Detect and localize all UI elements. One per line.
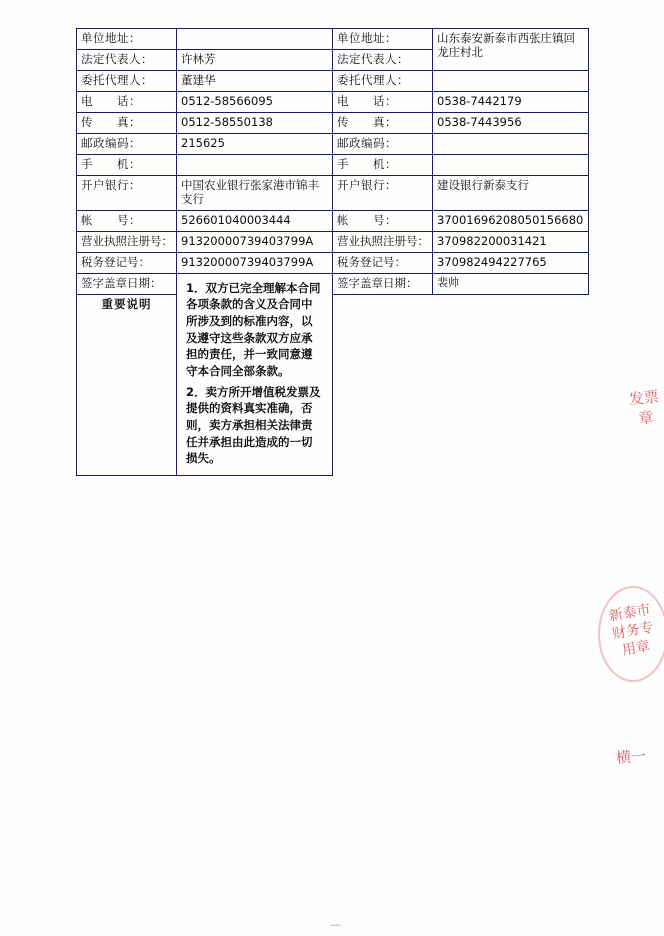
row-value-right: 建设银行新泰支行 bbox=[433, 176, 589, 211]
row-label-right: 签字盖章日期： bbox=[333, 273, 433, 294]
row-label-left: 营业执照注册号： bbox=[77, 231, 177, 252]
row-value-right bbox=[433, 155, 589, 176]
note-item-2: 2．卖方所开增值税发票及提供的资料真实准确，否则，卖方承担相关法律责任并承担由此造成的一切损失。 bbox=[186, 384, 321, 466]
table-row bbox=[77, 294, 589, 454]
row-label-left: 邮政编码： bbox=[77, 134, 177, 155]
row-label-right: 法定代表人： bbox=[333, 50, 433, 71]
row-label-right: 委托代理人： bbox=[333, 71, 433, 92]
note-item-1: 1．双方已完全理解本合同各项条款的含义及合同中所涉及到的标准内容，以及遵守这些条款双方应承担的责任，并一致同意遵守本合同全部条款。 bbox=[186, 280, 321, 379]
row-value-right: 山东泰安新泰市西张庄镇回龙庄村北 bbox=[433, 29, 589, 71]
row-label-left: 税务登记号： bbox=[77, 252, 177, 273]
row-value-right: 370982494227765 bbox=[433, 252, 589, 273]
table-row bbox=[77, 252, 589, 273]
important-note-label: 重要说明 bbox=[77, 294, 177, 475]
row-label-right: 邮政编码： bbox=[333, 134, 433, 155]
row-value-left: 91320000739403799A bbox=[177, 231, 333, 252]
row-label-left: 传 真： bbox=[77, 113, 177, 134]
row-label-left: 电 话： bbox=[77, 92, 177, 113]
row-value-right: 370982200031421 bbox=[433, 231, 589, 252]
row-value-left: 215625 bbox=[177, 134, 333, 155]
row-label-left: 手 机： bbox=[77, 155, 177, 176]
row-label-right: 单位地址： bbox=[333, 29, 433, 50]
row-value-left bbox=[177, 155, 333, 176]
table-row bbox=[77, 113, 589, 134]
stamp-middle-right: 新泰市财务专用章 bbox=[607, 601, 656, 660]
row-label-right: 营业执照注册号： bbox=[333, 231, 433, 252]
row-value-left: 526601040003444 bbox=[177, 210, 333, 231]
row-value-left: 董建华 bbox=[177, 71, 333, 92]
table-row bbox=[77, 210, 589, 231]
row-label-left: 帐 号： bbox=[77, 210, 177, 231]
table-row bbox=[77, 176, 589, 211]
row-value-left: 91320000739403799A bbox=[177, 252, 333, 273]
contract-info-table bbox=[76, 28, 589, 476]
table-row bbox=[77, 134, 589, 155]
important-note-body bbox=[177, 273, 333, 475]
table-row bbox=[77, 155, 589, 176]
row-label-right: 手 机： bbox=[333, 155, 433, 176]
table-row bbox=[77, 273, 589, 294]
row-label-right: 传 真： bbox=[333, 113, 433, 134]
row-value-left: 0512-58566095 bbox=[177, 92, 333, 113]
row-value-right bbox=[433, 134, 589, 155]
row-value-left: 中国农业银行张家港市锦丰支行 bbox=[177, 176, 333, 211]
row-value-left: 0512-58550138 bbox=[177, 113, 333, 134]
row-label-right: 帐 号： bbox=[333, 210, 433, 231]
row-label-left: 委托代理人： bbox=[77, 71, 177, 92]
row-label-left: 开户银行： bbox=[77, 176, 177, 211]
row-label-left: 法定代表人： bbox=[77, 50, 177, 71]
stamp-bottom-right: 横一 bbox=[615, 746, 647, 768]
row-value-right: 37001696208050156680 bbox=[433, 210, 589, 231]
row-label-right: 开户银行： bbox=[333, 176, 433, 211]
table-row bbox=[77, 231, 589, 252]
row-value-left bbox=[177, 29, 333, 50]
row-label-left: 单位地址： bbox=[77, 29, 177, 50]
signature-date-right: 裴帅 bbox=[433, 273, 589, 294]
page-bottom-mark: — bbox=[330, 918, 341, 931]
row-value-right: 0538-7442179 bbox=[433, 92, 589, 113]
row-label-right: 电 话： bbox=[333, 92, 433, 113]
row-label-right: 税务登记号： bbox=[333, 252, 433, 273]
table-row bbox=[77, 92, 589, 113]
row-value-right: 0538-7443956 bbox=[433, 113, 589, 134]
row-label-left: 签字盖章日期： bbox=[77, 273, 177, 294]
row-value-right bbox=[433, 71, 589, 92]
table-row bbox=[77, 29, 589, 50]
stamp-top-right: 发票章 bbox=[628, 387, 660, 428]
table-row bbox=[77, 71, 589, 92]
row-value-left: 许林芳 bbox=[177, 50, 333, 71]
